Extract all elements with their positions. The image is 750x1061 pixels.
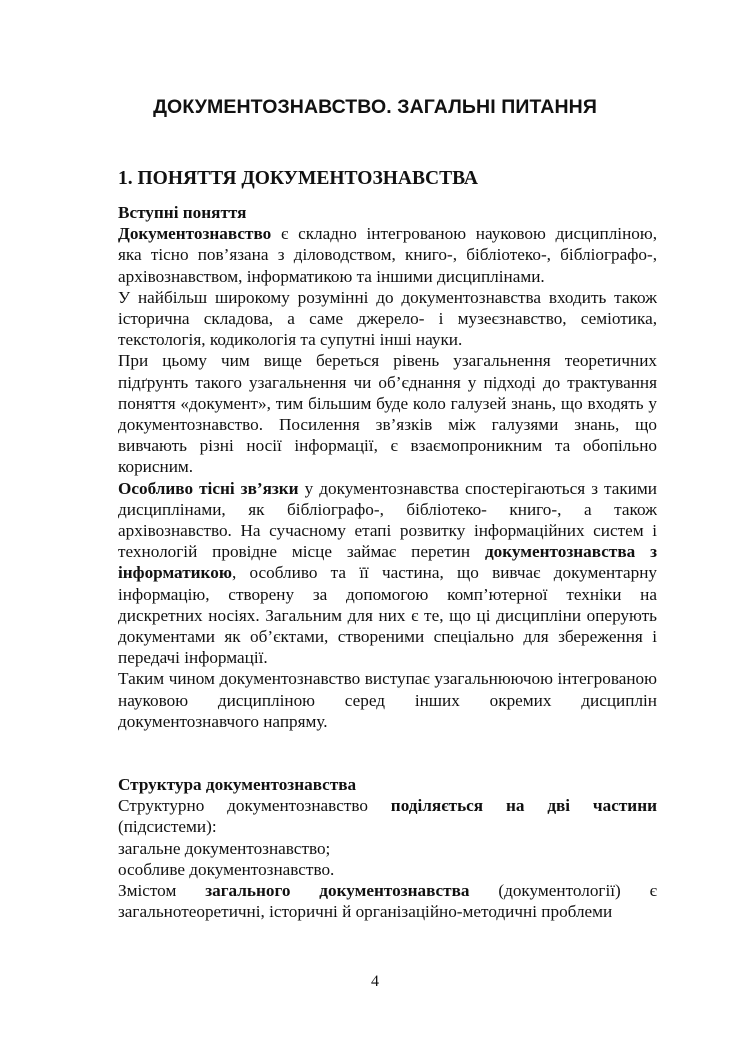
term-two-parts: поділяється на дві частини (390, 796, 657, 816)
term-general-documentology: загального документознавства (205, 881, 470, 901)
section-title: 1. ПОНЯТТЯ ДОКУМЕНТОЗНАВСТВА (118, 168, 478, 189)
term-documentology: Документознавство (118, 224, 272, 244)
paragraph-4: Особливо тісні зв’язки у документознавства спостерігаються з такими дисциплінами, як бібліографо-, бібліотеко- книго-, а також архівознавство. На сучасному етапі розвитку інформаційних систем і технологій провідне місце займає перетин документознавства з інформатикою, особливо та її частина, що вивчає документарну інформацію, створену за допомогою комп’ютерної техніки на дискретних носіях. Загальним для них є те, що ці дисципліни оперують документами як об’єктами, створеними спеціально для збереження і передачі інформації. (118, 478, 657, 668)
paragraph-6: Структурно документознавство поділяється на дві частини (підсистеми): (118, 796, 657, 837)
paragraph-1: Документознавство є складно інтегрованою науковою дисципліною, яка тісно пов’язана з діловодством, книго-, бібліотеко-, бібліографо-, архівознавством, інформатикою та іншими дисциплінами. (118, 224, 657, 286)
term-close-links: Особливо тісні зв’язки (118, 478, 299, 498)
term-docs-informatics: документознавства з інформатикою (118, 542, 657, 583)
list-item: загальне документознавство; (118, 838, 331, 858)
page-number: 4 (371, 973, 379, 990)
spacer (118, 732, 657, 774)
structure-heading: Структура документознавства (118, 775, 357, 795)
body-text (118, 202, 657, 923)
paragraph-2: У найбільш широкому розумінні до документознавства входить також історична складова, а саме джерело- і музеєзнавство, семіотика, текстологія, кодикологія та супутні інші науки. (118, 287, 657, 350)
intro-heading: Вступні поняття (118, 203, 247, 222)
document-title: ДОКУМЕНТОЗНАВСТВО. ЗАГАЛЬНІ ПИТАННЯ (153, 96, 597, 118)
paragraph-7: Змістом загального документознавства (документології) є загальнотеоретичні, історичні й організаційно-методичні проблеми (118, 881, 657, 922)
paragraph-3: При цьому чим вище береться рівень узагальнення теоретичних підґрунть такого узагальнення чи об’єднання у підході до трактування поняття «документ», тим більшим буде коло галузей знань, що входять у документознавство. Посилення зв’язків між галузями знань, що вивчають різні носії інформації, є взаємопроникним та обопільно корисним. (118, 351, 657, 477)
paragraph-5: Таким чином документознавство виступає узагальнюючою інтегрованою науковою дисципліною серед інших окремих дисциплін документознавчого напряму. (118, 669, 657, 731)
list-item: особливе документознавство. (118, 859, 335, 879)
